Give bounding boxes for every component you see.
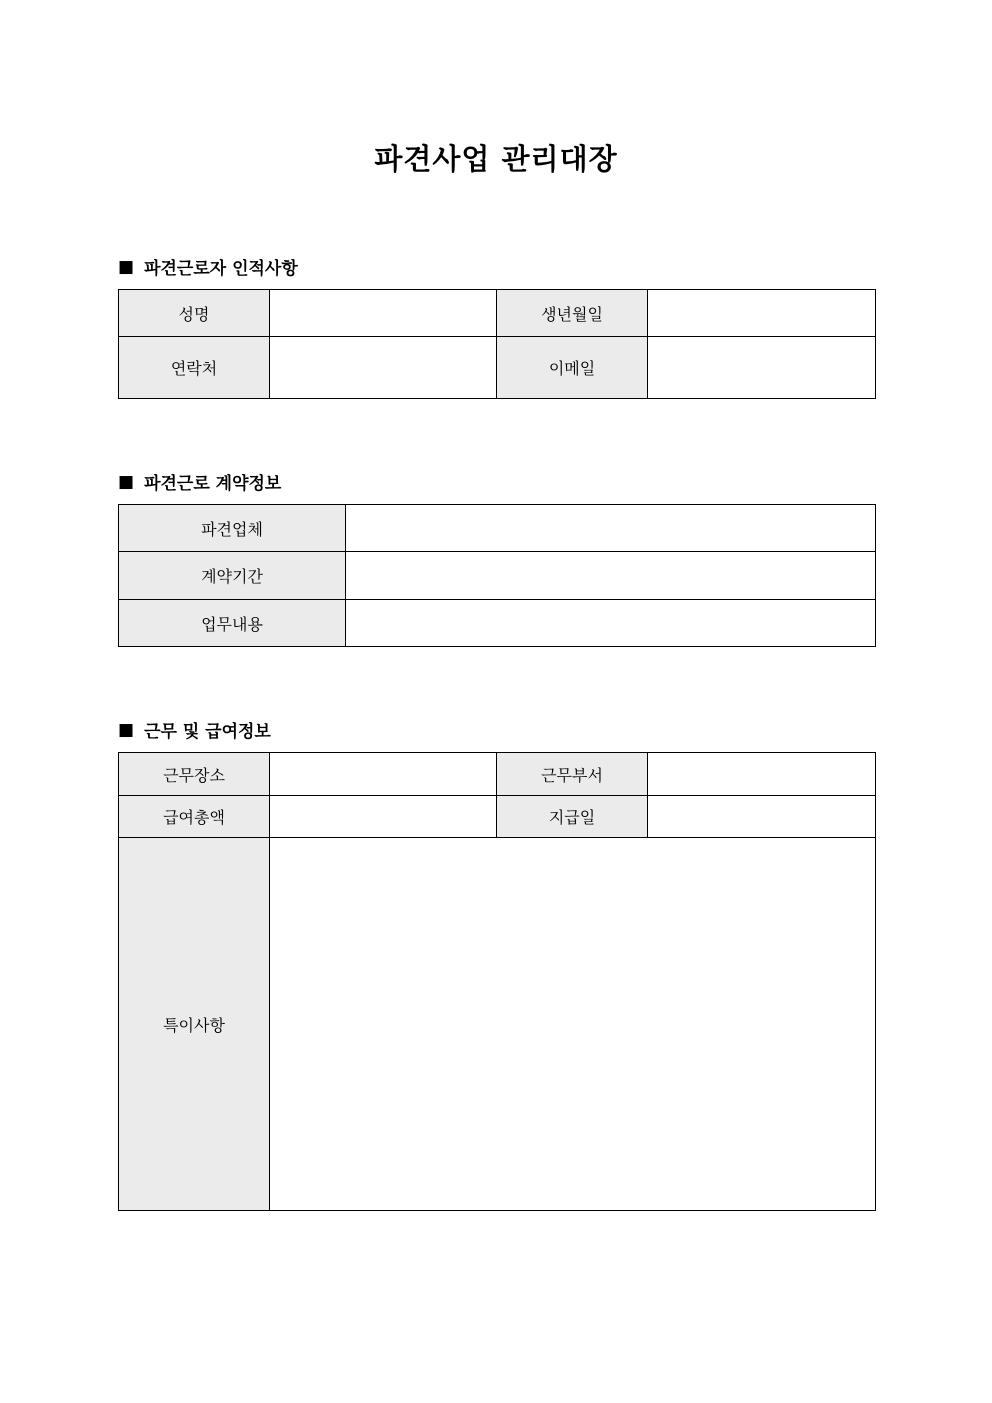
contact-label: 연락처 — [119, 337, 270, 399]
work-pay-info-table — [118, 752, 876, 1211]
remarks-label: 특이사항 — [119, 838, 270, 1211]
job-duties-field[interactable] — [346, 600, 876, 647]
remarks-field[interactable] — [270, 838, 876, 1211]
total-pay-field[interactable] — [270, 796, 497, 838]
name-label: 성명 — [119, 290, 270, 337]
square-bullet-icon: ■ — [118, 256, 135, 277]
contract-period-field[interactable] — [346, 552, 876, 600]
dispatch-company-field[interactable] — [346, 505, 876, 552]
department-label: 근무부서 — [497, 753, 648, 796]
personal-info-table — [118, 289, 876, 399]
contract-info-table — [118, 504, 876, 647]
page-title: 파견사업 관리대장 — [374, 142, 618, 176]
section-heading-label: 파견근로 계약정보 — [144, 474, 282, 494]
total-pay-label: 급여총액 — [119, 796, 270, 838]
pay-date-field[interactable] — [648, 796, 876, 838]
section-heading-label: 근무 및 급여정보 — [144, 722, 271, 742]
square-bullet-icon: ■ — [118, 719, 135, 740]
section-heading-contract-info — [118, 469, 281, 494]
section-heading-label: 파견근로자 인적사항 — [144, 259, 298, 279]
birth-date-label: 생년월일 — [497, 290, 648, 337]
contract-period-label: 계약기간 — [119, 552, 346, 600]
email-field[interactable] — [648, 337, 876, 399]
job-duties-label: 업무내용 — [119, 600, 346, 647]
dispatch-company-label: 파견업체 — [119, 505, 346, 552]
birth-date-field[interactable] — [648, 290, 876, 337]
pay-date-label: 지급일 — [497, 796, 648, 838]
department-field[interactable] — [648, 753, 876, 796]
square-bullet-icon: ■ — [118, 471, 135, 492]
contact-field[interactable] — [270, 337, 497, 399]
email-label: 이메일 — [497, 337, 648, 399]
name-field[interactable] — [270, 290, 497, 337]
workplace-label: 근무장소 — [119, 753, 270, 796]
workplace-field[interactable] — [270, 753, 497, 796]
section-heading-personal-info — [118, 254, 298, 279]
section-heading-work-pay-info — [118, 717, 271, 742]
